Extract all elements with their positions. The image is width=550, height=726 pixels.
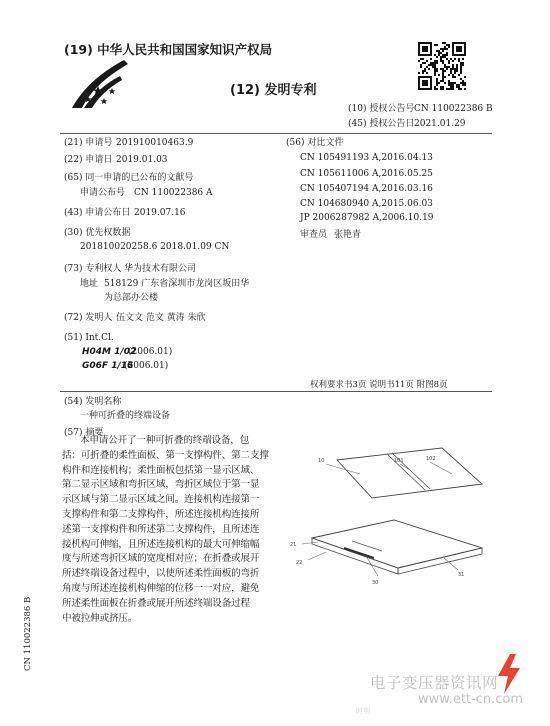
figure-label: 22	[296, 560, 303, 566]
abstract-line: 所述柔性面板在折叠或展开所述终端设备过程	[62, 597, 250, 609]
grant-date: 2021.01.29	[414, 119, 466, 129]
abstract-line: 中被拉伸或挤压。	[62, 612, 138, 624]
cited-document-4: CN 104680940 A,2015.06.03	[300, 199, 433, 209]
examiner-label: 审查员	[300, 230, 328, 240]
document-type: (12) 发明专利	[230, 83, 317, 98]
figure-label: 21	[290, 542, 297, 548]
publication-number-label: 申请公布号	[80, 188, 126, 198]
pages-divider	[60, 391, 492, 392]
grant-number: CN 110022386 B	[414, 104, 493, 114]
office-name: (19) 中华人民共和国国家知识产权局	[64, 42, 273, 57]
publication-date-label: (43) 申请公布日	[64, 208, 131, 218]
figure-label: 31	[458, 572, 465, 578]
support-frame	[312, 520, 482, 568]
publication-number: CN 110022386 A	[134, 188, 213, 198]
cited-document-3: CN 105407194 A,2016.03.16	[300, 184, 433, 194]
abstract-line: 角度与所述连接机构伸缩的位移一一对应，避免	[62, 582, 260, 594]
classification-year-1: (2006.01)	[128, 347, 173, 357]
classification-code-1: H04M 1/02	[82, 347, 137, 357]
page-count-line: 权利要求书3页 说明书11页 附图8页	[310, 380, 448, 390]
abstract-line: 本申请公开了一种可折叠的终端设备，包	[80, 435, 250, 446]
address-line-1: 518129 广东省深圳市龙岗区坂田华	[104, 279, 250, 289]
leader-line	[326, 464, 360, 474]
invention-title: 一种可折叠的终端设备	[80, 411, 171, 421]
support-frame-side	[398, 548, 482, 574]
figure-label: 30	[372, 580, 379, 586]
classification-code-2: G06F 1/16	[82, 361, 134, 371]
bend-region-line	[387, 454, 425, 490]
side-patent-number: CN 110022386 B	[23, 596, 33, 671]
flexible-panel	[337, 448, 482, 498]
patentee-label: (73) 专利权人	[64, 264, 122, 274]
cited-document-1: CN 105491193 A,2016.04.13	[300, 153, 433, 163]
priority-label: (30) 优先权数据	[64, 228, 131, 238]
leader-line	[308, 552, 326, 560]
cited-documents-label: (56) 对比文件	[286, 138, 344, 148]
application-date-label: (22) 申请日	[64, 155, 113, 165]
leader-line	[444, 558, 458, 570]
qr-code-icon	[418, 42, 466, 90]
figure-label: 101	[394, 458, 404, 464]
watermark-title: 电子变压器资讯网	[370, 674, 499, 692]
priority-data: 201810020258.6 2018.01.09 CN	[80, 242, 230, 252]
abstract-label: (57) 摘要	[64, 428, 104, 438]
same-application-label: (65) 同一申请的已公布的文献号	[64, 173, 194, 183]
abstract-line: 度与所述弯折区域的宽度相对应；在折叠或展开	[62, 553, 260, 565]
lightning-logo-icon	[496, 654, 522, 694]
watermark-url: www.ett-cn.com	[418, 692, 524, 707]
application-number-label: (21) 申请号	[64, 138, 113, 148]
abstract-line: 所述终端设备过程中，以使所述柔性面板的弯折	[62, 568, 260, 580]
invention-title-label: (54) 发明名称	[64, 397, 122, 407]
abstract-line: 第二显示区域和弯折区域，弯折区域位于第一显	[62, 479, 260, 491]
figure-label: 10	[318, 458, 325, 464]
application-number: 201910010463.9	[116, 138, 194, 148]
connecting-mechanism	[352, 541, 382, 551]
abstract-text	[62, 434, 277, 626]
grant-number-label: (10) 授权公告号	[348, 104, 415, 114]
publication-date: 2019.07.16	[134, 208, 186, 218]
int-cl-label: (51) Int.Cl.	[64, 333, 114, 343]
abstract-line: 示区域与第二显示区域之间。连接机构连接第一	[62, 494, 260, 506]
abstract-line: 括：可折叠的柔性面板、第一支撑构件、第二支撑	[62, 449, 269, 461]
abstract-figure	[282, 440, 492, 605]
inventors: 伍文文 范文 黄涛 朱欣	[116, 313, 206, 323]
application-date: 2019.01.03	[116, 155, 168, 165]
leader-line	[430, 462, 452, 474]
patentee: 华为技术有限公司	[124, 264, 197, 274]
inventors-label: (72) 发明人	[64, 313, 113, 323]
grant-date-label: (45) 授权公告日	[348, 119, 415, 129]
address-label: 地址	[80, 279, 99, 289]
header-divider	[60, 133, 492, 134]
watermark-small: 时刻	[356, 707, 370, 715]
cited-document-2: CN 105611006 A,2016.05.25	[300, 169, 433, 179]
abstract-line: 接机构可伸缩，且所述连接机构的最大可伸缩幅	[62, 538, 260, 550]
leader-line	[302, 542, 318, 544]
classification-year-2: (2006.01)	[124, 361, 169, 371]
address-line-2: 为总部办公楼	[104, 293, 159, 303]
abstract-line: 构件和连接机构；柔性面板包括第一显示区域、	[62, 464, 260, 476]
figure-label: 102	[426, 456, 436, 462]
support-frame-side	[312, 538, 398, 574]
abstract-line: 支撑构件和第二支撑构件，所述连接机构连接所	[62, 508, 260, 520]
examiner: 张艳青	[334, 230, 362, 240]
cited-document-5: JP 2006287982 A,2006.10.19	[300, 213, 434, 223]
abstract-line: 述第一支撑构件和所述第二支撑构件，且所述连	[62, 523, 260, 535]
cnipa-emblem-icon	[68, 58, 138, 110]
